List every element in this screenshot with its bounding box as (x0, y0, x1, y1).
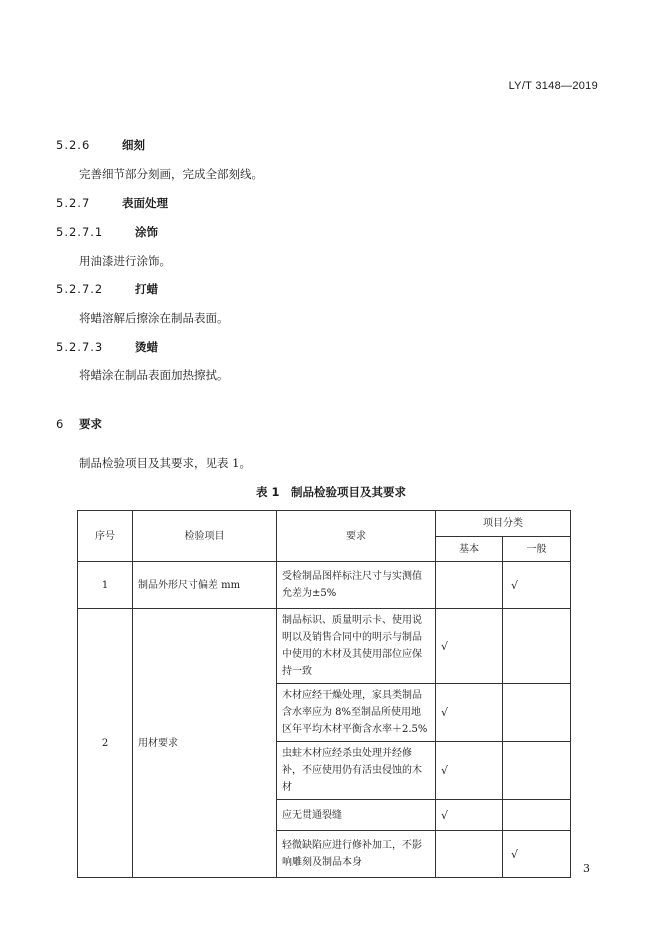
table-row (78, 609, 571, 684)
cell-requirement: 轻微缺陷应进行修补加工，不影响雕刻及制品本身 (277, 831, 436, 878)
section-body: 制品检验项目及其要求，见表 1。 (79, 456, 251, 470)
cell-general-check (503, 684, 571, 742)
section-body: 用油漆进行涂饰。 (79, 254, 171, 268)
header-general: 一般 (503, 537, 571, 562)
section-heading (56, 339, 158, 355)
header-item: 检验项目 (133, 511, 277, 562)
cell-basic-check: √ (436, 742, 503, 800)
section-heading (56, 195, 168, 211)
cell-general-check: √ (503, 831, 571, 878)
section-body: 将蜡溶解后擦涂在制品表面。 (79, 311, 229, 325)
cell-requirement: 制品标识、质量明示卡、使用说明以及销售合同中的明示与制品中使用的木材及其使用部位应保持一致 (277, 609, 436, 684)
section-heading (56, 281, 158, 297)
cell-item: 用材要求 (133, 609, 277, 878)
cell-basic-check (436, 562, 503, 609)
section-title: 烫蜡 (135, 340, 158, 354)
section-number: 5.2.7.1 (56, 225, 104, 239)
cell-requirement: 虫蛀木材应经杀虫处理并经修补，不应使用仍有活虫侵蚀的木材 (277, 742, 436, 800)
section-number: 6 (56, 417, 65, 431)
header-requirement: 要求 (277, 511, 436, 562)
cell-requirement: 应无贯通裂缝 (277, 800, 436, 831)
section-body: 完善细节部分刻画，完成全部刻线。 (79, 167, 263, 181)
section-number: 5.2.7.2 (56, 282, 104, 296)
cell-general-check (503, 742, 571, 800)
cell-basic-check: √ (436, 609, 503, 684)
header-basic: 基本 (436, 537, 503, 562)
cell-basic-check: √ (436, 684, 503, 742)
section-title: 涂饰 (135, 225, 158, 239)
header-category: 项目分类 (436, 511, 571, 537)
table-caption: 表 1 制品检验项目及其要求 (255, 485, 406, 499)
section-number: 5.2.7 (56, 196, 91, 210)
cell-general-check (503, 800, 571, 831)
cell-basic-check (436, 831, 503, 878)
section-number: 5.2.6 (56, 138, 91, 152)
cell-basic-check: √ (436, 800, 503, 831)
section-title: 要求 (79, 417, 102, 431)
section-heading (56, 224, 158, 240)
header-seq: 序号 (78, 511, 133, 562)
cell-seq: 2 (78, 609, 133, 878)
table-row (78, 562, 571, 609)
section-body: 将蜡涂在制品表面加热擦拭。 (79, 368, 229, 382)
section-number: 5.2.7.3 (56, 340, 104, 354)
standard-code: LY/T 3148—2019 (508, 80, 598, 92)
section-heading (56, 416, 102, 432)
cell-item: 制品外形尺寸偏差 mm (133, 562, 277, 609)
table-header-row (78, 511, 571, 537)
cell-requirement: 受检制品图样标注尺寸与实测值允差为±5% (277, 562, 436, 609)
cell-requirement: 木材应经干燥处理，家具类制品含水率应为 8%至制品所使用地区年平均木材平衡含水率＋2.5% (277, 684, 436, 742)
section-title: 表面处理 (122, 196, 168, 210)
section-heading (56, 137, 145, 153)
cell-general-check: √ (503, 562, 571, 609)
cell-general-check (503, 609, 571, 684)
inspection-table (77, 510, 571, 878)
page-number: 3 (583, 862, 590, 875)
section-title: 打蜡 (135, 282, 158, 296)
section-title: 细刻 (122, 138, 145, 152)
cell-seq: 1 (78, 562, 133, 609)
